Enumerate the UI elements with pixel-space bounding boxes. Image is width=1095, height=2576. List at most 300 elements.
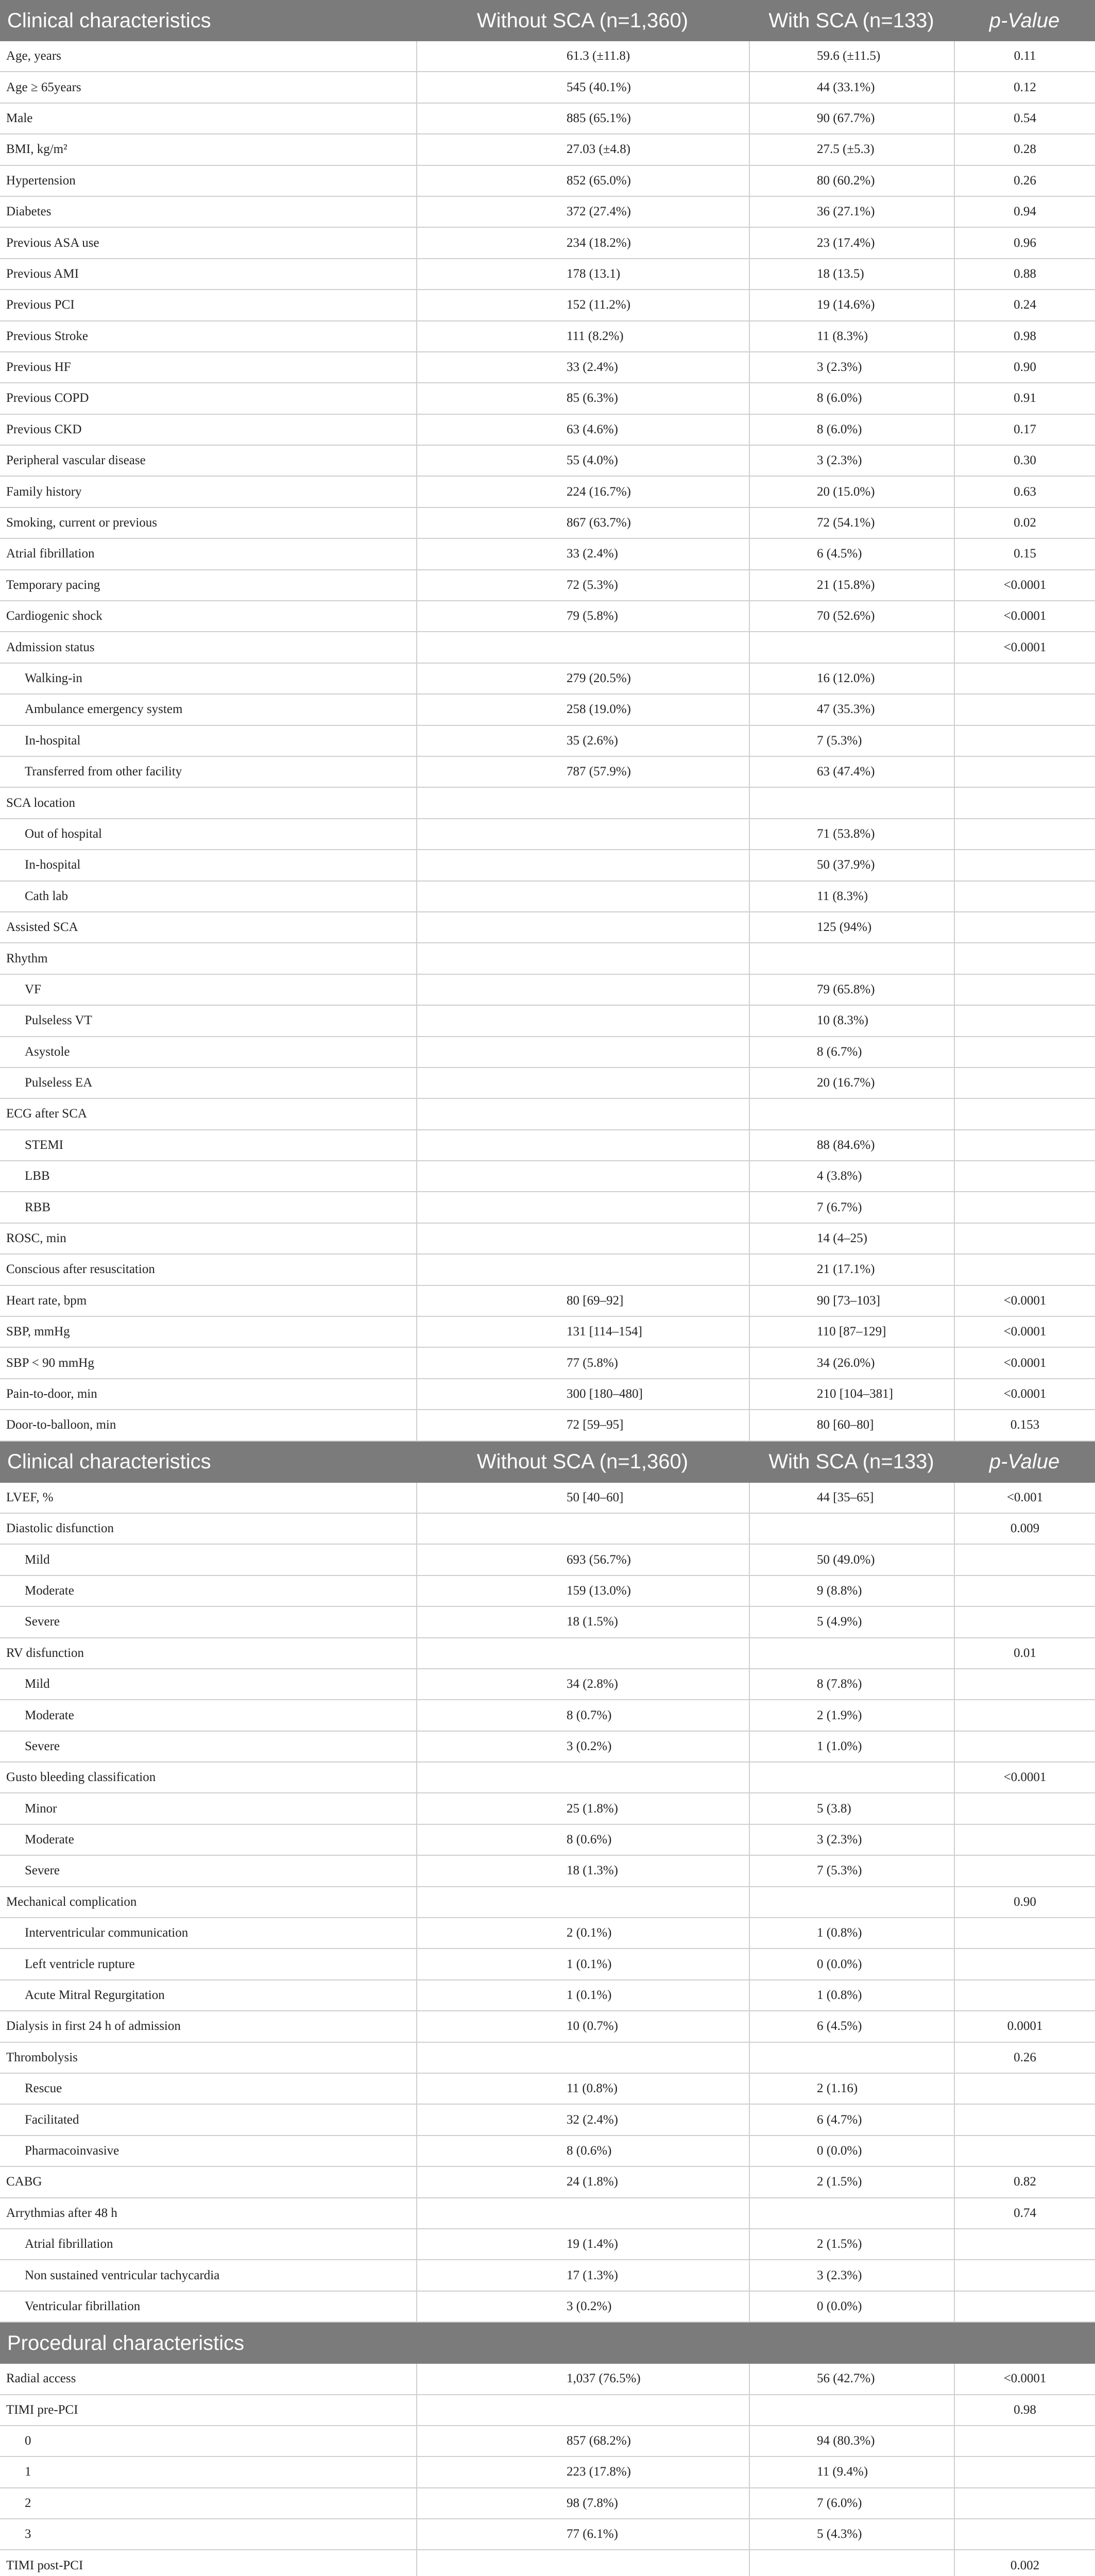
cell-p-value xyxy=(954,943,1095,973)
header-without-sca: Without SCA (n=1,360) xyxy=(476,1450,689,1473)
row-label: Ventricular fibrillation xyxy=(25,2299,141,2313)
cell-with-sca xyxy=(749,2198,954,2228)
cell-without-sca xyxy=(416,1762,749,1792)
cell-without-sca: 55 (4.0%) xyxy=(416,446,749,476)
section-1-rows xyxy=(0,41,1095,1442)
cell-with-sca: 20 (15.0%) xyxy=(749,477,954,506)
table-row xyxy=(0,850,1095,881)
table-row xyxy=(0,259,1095,290)
table-row xyxy=(0,1483,1095,1514)
header-p-value: p-Value xyxy=(989,9,1060,32)
row-label: Pulseless VT xyxy=(25,1013,92,1028)
row-label: In-hospital xyxy=(25,858,81,872)
cell-with-sca: 21 (17.1%) xyxy=(749,1255,954,1284)
row-label: 0 xyxy=(25,2434,31,2448)
cell-without-sca: 85 (6.3%) xyxy=(416,383,749,413)
table-row xyxy=(0,1224,1095,1255)
cell-p-value: 0.12 xyxy=(954,72,1095,102)
cell-p-value: 0.98 xyxy=(954,321,1095,351)
row-label: Mild xyxy=(25,1677,50,1691)
cell-without-sca xyxy=(416,632,749,662)
row-label: Gusto bleeding classification xyxy=(6,1770,156,1785)
row-label: Previous ASA use xyxy=(6,235,99,250)
cell-without-sca xyxy=(416,1037,749,1067)
cell-p-value xyxy=(954,2457,1095,2487)
cell-without-sca xyxy=(416,1514,749,1544)
cell-p-value xyxy=(954,694,1095,724)
cell-with-sca: 16 (12.0%) xyxy=(749,664,954,693)
table-row xyxy=(0,1317,1095,1348)
cell-without-sca: 131 [114–154] xyxy=(416,1317,749,1347)
cell-without-sca: 11 (0.8%) xyxy=(416,2074,749,2104)
cell-with-sca: 27.5 (±5.3) xyxy=(749,134,954,164)
cell-p-value xyxy=(954,788,1095,818)
cell-p-value: 0.002 xyxy=(954,2550,1095,2576)
cell-p-value: 0.0001 xyxy=(954,2011,1095,2041)
cell-with-sca: 3 (2.3%) xyxy=(749,446,954,476)
row-label: VF xyxy=(25,982,41,996)
row-label: Moderate xyxy=(25,1833,74,1847)
row-label: Assisted SCA xyxy=(6,920,78,935)
row-label: TIMI pre-PCI xyxy=(6,2402,78,2417)
cell-with-sca xyxy=(749,2043,954,2073)
cell-without-sca: 25 (1.8%) xyxy=(416,1793,749,1823)
cell-without-sca xyxy=(416,1638,749,1668)
cell-without-sca: 372 (27.4%) xyxy=(416,197,749,227)
table-row xyxy=(0,1918,1095,1949)
cell-p-value xyxy=(954,757,1095,787)
cell-p-value: 0.28 xyxy=(954,134,1095,164)
table-row xyxy=(0,197,1095,228)
row-label: STEMI xyxy=(25,1138,63,1152)
row-label: Asystole xyxy=(25,1044,70,1059)
row-label: Rescue xyxy=(25,2081,62,2096)
cell-with-sca: 50 (37.9%) xyxy=(749,850,954,880)
cell-p-value xyxy=(954,1856,1095,1886)
table-row xyxy=(0,1037,1095,1068)
header-clinical-characteristics: Clinical characteristics xyxy=(7,1450,211,1473)
row-label: ECG after SCA xyxy=(6,1107,87,1121)
cell-p-value: 0.02 xyxy=(954,508,1095,538)
row-label: Previous CKD xyxy=(6,422,82,436)
cell-without-sca xyxy=(416,943,749,973)
row-label: Moderate xyxy=(25,1708,74,1722)
cell-p-value xyxy=(954,1068,1095,1098)
table-row xyxy=(0,228,1095,259)
row-label: Ambulance emergency system xyxy=(25,702,183,717)
cell-without-sca: 111 (8.2%) xyxy=(416,321,749,351)
cell-without-sca: 77 (5.8%) xyxy=(416,1348,749,1378)
cell-with-sca: 59.6 (±11.5) xyxy=(749,41,954,71)
cell-p-value: 0.153 xyxy=(954,1410,1095,1440)
cell-p-value: 0.01 xyxy=(954,1638,1095,1668)
cell-p-value xyxy=(954,819,1095,849)
row-label: RBB xyxy=(25,1200,51,1214)
cell-with-sca: 18 (13.5) xyxy=(749,259,954,289)
cell-p-value: 0.90 xyxy=(954,352,1095,382)
row-label: Temporary pacing xyxy=(6,578,100,592)
row-label: Family history xyxy=(6,484,82,499)
header-with-sca: With SCA (n=133) xyxy=(768,9,934,32)
cell-with-sca: 8 (6.0%) xyxy=(749,383,954,413)
table-row xyxy=(0,2167,1095,2198)
cell-without-sca xyxy=(416,912,749,942)
row-label: BMI, kg/m² xyxy=(6,142,67,157)
row-label: Acute Mitral Regurgitation xyxy=(25,1988,165,2003)
cell-without-sca xyxy=(416,1255,749,1284)
cell-p-value: 0.94 xyxy=(954,197,1095,227)
table-row xyxy=(0,1638,1095,1669)
cell-with-sca: 34 (26.0%) xyxy=(749,1348,954,1378)
cell-without-sca: 72 (5.3%) xyxy=(416,570,749,600)
cell-p-value xyxy=(954,1949,1095,1979)
cell-with-sca: 7 (6.7%) xyxy=(749,1192,954,1222)
cell-with-sca: 125 (94%) xyxy=(749,912,954,942)
cell-with-sca xyxy=(749,1638,954,1668)
cell-with-sca: 1 (1.0%) xyxy=(749,1732,954,1761)
table-row xyxy=(0,943,1095,974)
cell-p-value xyxy=(954,1607,1095,1637)
cell-with-sca: 11 (8.3%) xyxy=(749,882,954,911)
cell-without-sca: 80 [69–92] xyxy=(416,1286,749,1316)
cell-without-sca: 34 (2.8%) xyxy=(416,1669,749,1699)
row-label: Diabetes xyxy=(6,205,52,219)
cell-with-sca: 11 (9.4%) xyxy=(749,2457,954,2487)
cell-p-value: 0.82 xyxy=(954,2167,1095,2197)
row-label: Hypertension xyxy=(6,173,76,188)
cell-without-sca xyxy=(416,1068,749,1098)
table-row xyxy=(0,41,1095,72)
cell-p-value: <0.0001 xyxy=(954,601,1095,631)
cell-with-sca: 0 (0.0%) xyxy=(749,1949,954,1979)
row-label: Previous PCI xyxy=(6,298,75,312)
cell-p-value xyxy=(954,1576,1095,1606)
table-row xyxy=(0,104,1095,134)
cell-with-sca: 90 [73–103] xyxy=(749,1286,954,1316)
cell-without-sca xyxy=(416,1224,749,1253)
table-row xyxy=(0,694,1095,725)
row-label: Minor xyxy=(25,1801,57,1816)
cell-without-sca xyxy=(416,1006,749,1036)
row-label: Pulseless EA xyxy=(25,1076,93,1090)
cell-p-value xyxy=(954,1825,1095,1855)
cell-without-sca: 1 (0.1%) xyxy=(416,1980,749,2010)
table-row xyxy=(0,477,1095,507)
cell-with-sca: 2 (1.5%) xyxy=(749,2167,954,2197)
cell-p-value xyxy=(954,2488,1095,2518)
cell-with-sca xyxy=(749,1762,954,1792)
cell-with-sca xyxy=(749,2550,954,2576)
cell-with-sca xyxy=(749,1514,954,1544)
row-label: 3 xyxy=(25,2527,31,2541)
cell-with-sca xyxy=(749,1099,954,1129)
cell-p-value: 0.88 xyxy=(954,259,1095,289)
cell-with-sca: 21 (15.8%) xyxy=(749,570,954,600)
cell-p-value: 0.96 xyxy=(954,228,1095,258)
cell-with-sca: 50 (49.0%) xyxy=(749,1545,954,1574)
table-row xyxy=(0,166,1095,197)
cell-without-sca: 885 (65.1%) xyxy=(416,104,749,133)
table-row xyxy=(0,1856,1095,1887)
table-row xyxy=(0,912,1095,943)
row-label: Interventricular communication xyxy=(25,1926,189,1940)
cell-p-value: 0.54 xyxy=(954,104,1095,133)
table-row xyxy=(0,383,1095,414)
table-row xyxy=(0,788,1095,819)
table-row xyxy=(0,2011,1095,2042)
table-row xyxy=(0,2292,1095,2323)
table-row xyxy=(0,2260,1095,2291)
cell-without-sca: 693 (56.7%) xyxy=(416,1545,749,1574)
table-row xyxy=(0,539,1095,570)
cell-with-sca: 80 [60–80] xyxy=(749,1410,954,1440)
cell-without-sca: 18 (1.5%) xyxy=(416,1607,749,1637)
row-label: Atrial fibrillation xyxy=(25,2237,113,2251)
cell-without-sca xyxy=(416,850,749,880)
table-row xyxy=(0,1607,1095,1638)
cell-p-value xyxy=(954,2105,1095,2134)
table-row xyxy=(0,1130,1095,1161)
cell-without-sca: 152 (11.2%) xyxy=(416,290,749,320)
cell-p-value xyxy=(954,1192,1095,1222)
cell-p-value xyxy=(954,1255,1095,1284)
cell-p-value xyxy=(954,2229,1095,2259)
table-row xyxy=(0,1825,1095,1856)
cell-with-sca: 19 (14.6%) xyxy=(749,290,954,320)
row-label: Previous AMI xyxy=(6,266,79,281)
table-row xyxy=(0,975,1095,1006)
table-row xyxy=(0,1793,1095,1824)
cell-with-sca: 5 (4.3%) xyxy=(749,2519,954,2549)
cell-p-value xyxy=(954,726,1095,756)
table-row xyxy=(0,1348,1095,1379)
row-label: Previous HF xyxy=(6,360,71,375)
table-row xyxy=(0,2426,1095,2457)
row-label: In-hospital xyxy=(25,733,81,748)
cell-p-value xyxy=(954,1700,1095,1730)
table-header-repeat xyxy=(0,1442,1095,1483)
cell-without-sca: 27.03 (±4.8) xyxy=(416,134,749,164)
cell-without-sca xyxy=(416,1130,749,1160)
cell-without-sca: 19 (1.4%) xyxy=(416,2229,749,2259)
cell-without-sca: 63 (4.6%) xyxy=(416,415,749,445)
cell-without-sca: 72 [59–95] xyxy=(416,1410,749,1440)
cell-p-value xyxy=(954,1130,1095,1160)
row-label: Pharmacoinvasive xyxy=(25,2143,119,2158)
section-header-procedural: Procedural characteristics xyxy=(0,2323,1095,2364)
cell-without-sca: 300 [180–480] xyxy=(416,1379,749,1409)
cell-with-sca xyxy=(749,943,954,973)
cell-with-sca: 7 (5.3%) xyxy=(749,726,954,756)
table-row xyxy=(0,1410,1095,1441)
table-row xyxy=(0,819,1095,850)
cell-without-sca: 8 (0.7%) xyxy=(416,1700,749,1730)
cell-p-value xyxy=(954,1918,1095,1948)
cell-p-value xyxy=(954,1732,1095,1761)
cell-without-sca: 857 (68.2%) xyxy=(416,2426,749,2456)
table-row xyxy=(0,2488,1095,2519)
cell-p-value xyxy=(954,664,1095,693)
table-row xyxy=(0,2105,1095,2136)
row-label: Out of hospital xyxy=(25,826,102,841)
cell-with-sca: 2 (1.16) xyxy=(749,2074,954,2104)
cell-with-sca: 5 (3.8) xyxy=(749,1793,954,1823)
cell-without-sca: 2 (0.1%) xyxy=(416,1918,749,1948)
row-label: Conscious after resuscitation xyxy=(6,1262,155,1277)
table-row xyxy=(0,1192,1095,1223)
cell-without-sca xyxy=(416,882,749,911)
cell-with-sca: 88 (84.6%) xyxy=(749,1130,954,1160)
table-row xyxy=(0,757,1095,788)
header-clinical-characteristics: Clinical characteristics xyxy=(7,9,211,32)
cell-p-value: <0.0001 xyxy=(954,570,1095,600)
cell-without-sca xyxy=(416,819,749,849)
row-label: Cardiogenic shock xyxy=(6,609,102,623)
cell-with-sca: 7 (6.0%) xyxy=(749,2488,954,2518)
cell-without-sca: 32 (2.4%) xyxy=(416,2105,749,2134)
table-row xyxy=(0,446,1095,477)
cell-without-sca: 50 [40–60] xyxy=(416,1483,749,1513)
table-row xyxy=(0,2364,1095,2395)
row-label: SBP, mmHg xyxy=(6,1325,70,1339)
cell-without-sca: 867 (63.7%) xyxy=(416,508,749,538)
table-row xyxy=(0,664,1095,694)
table-row xyxy=(0,508,1095,539)
cell-p-value: <0.0001 xyxy=(954,1317,1095,1347)
cell-with-sca: 70 (52.6%) xyxy=(749,601,954,631)
table-row xyxy=(0,1099,1095,1130)
row-label: CABG xyxy=(6,2175,42,2189)
cell-without-sca xyxy=(416,2043,749,2073)
table-row xyxy=(0,2550,1095,2576)
cell-without-sca: 178 (13.1) xyxy=(416,259,749,289)
cell-without-sca: 223 (17.8%) xyxy=(416,2457,749,2487)
cell-p-value xyxy=(954,1161,1095,1191)
table-row xyxy=(0,2198,1095,2229)
cell-with-sca: 110 [87–129] xyxy=(749,1317,954,1347)
cell-without-sca: 3 (0.2%) xyxy=(416,2292,749,2321)
cell-p-value: 0.26 xyxy=(954,166,1095,196)
cell-with-sca: 0 (0.0%) xyxy=(749,2136,954,2166)
table-row xyxy=(0,1949,1095,1980)
cell-without-sca: 33 (2.4%) xyxy=(416,352,749,382)
row-label: 1 xyxy=(25,2465,31,2479)
cell-p-value: <0.0001 xyxy=(954,2364,1095,2394)
cell-without-sca xyxy=(416,2395,749,2425)
cell-with-sca: 9 (8.8%) xyxy=(749,1576,954,1606)
cell-p-value xyxy=(954,2292,1095,2321)
cell-with-sca: 90 (67.7%) xyxy=(749,104,954,133)
cell-with-sca: 36 (27.1%) xyxy=(749,197,954,227)
row-label: Transferred from other facility xyxy=(25,765,182,779)
cell-without-sca xyxy=(416,1887,749,1917)
table-row xyxy=(0,570,1095,601)
cell-without-sca: 79 (5.8%) xyxy=(416,601,749,631)
table-row xyxy=(0,2074,1095,2105)
cell-without-sca xyxy=(416,2198,749,2228)
row-label: Non sustained ventricular tachycardia xyxy=(25,2268,220,2282)
cell-without-sca: 852 (65.0%) xyxy=(416,166,749,196)
row-label: SBP < 90 mmHg xyxy=(6,1355,94,1370)
row-label: LBB xyxy=(25,1169,50,1183)
row-label: SCA location xyxy=(6,795,76,810)
cell-without-sca: 77 (6.1%) xyxy=(416,2519,749,2549)
cell-p-value xyxy=(954,1006,1095,1036)
header-with-sca: With SCA (n=133) xyxy=(768,1450,934,1473)
cell-with-sca: 72 (54.1%) xyxy=(749,508,954,538)
row-label: Peripheral vascular disease xyxy=(6,453,146,468)
cell-without-sca: 1,037 (76.5%) xyxy=(416,2364,749,2394)
table-row xyxy=(0,2136,1095,2167)
cell-p-value: 0.63 xyxy=(954,477,1095,506)
cell-with-sca: 14 (4–25) xyxy=(749,1224,954,1253)
cell-with-sca: 63 (47.4%) xyxy=(749,757,954,787)
cell-p-value xyxy=(954,975,1095,1005)
cell-with-sca: 2 (1.5%) xyxy=(749,2229,954,2259)
cell-without-sca: 234 (18.2%) xyxy=(416,228,749,258)
table-row xyxy=(0,1732,1095,1762)
table-row xyxy=(0,726,1095,757)
row-label: Age, years xyxy=(6,49,61,63)
table-row xyxy=(0,2457,1095,2488)
cell-with-sca: 10 (8.3%) xyxy=(749,1006,954,1036)
cell-without-sca: 1 (0.1%) xyxy=(416,1949,749,1979)
cell-p-value: 0.74 xyxy=(954,2198,1095,2228)
row-label: Male xyxy=(6,111,33,125)
cell-with-sca xyxy=(749,788,954,818)
table-row xyxy=(0,1286,1095,1317)
row-label: 2 xyxy=(25,2496,31,2510)
cell-with-sca xyxy=(749,1887,954,1917)
cell-with-sca: 11 (8.3%) xyxy=(749,321,954,351)
table-row xyxy=(0,632,1095,663)
table-row xyxy=(0,882,1095,912)
cell-with-sca: 20 (16.7%) xyxy=(749,1068,954,1098)
cell-without-sca: 787 (57.9%) xyxy=(416,757,749,787)
row-label: Admission status xyxy=(6,640,95,654)
cell-with-sca: 71 (53.8%) xyxy=(749,819,954,849)
row-label: Left ventricle rupture xyxy=(25,1957,135,1971)
cell-with-sca: 1 (0.8%) xyxy=(749,1918,954,1948)
cell-p-value xyxy=(954,2260,1095,2290)
row-label: Cath lab xyxy=(25,889,69,903)
row-label: Mechanical complication xyxy=(6,1894,137,1909)
row-label: Rhythm xyxy=(6,951,48,965)
cell-p-value: <0.001 xyxy=(954,1483,1095,1513)
row-label: Radial access xyxy=(6,2371,76,2386)
row-label: Thrombolysis xyxy=(6,2050,78,2064)
cell-with-sca: 5 (4.9%) xyxy=(749,1607,954,1637)
table-row xyxy=(0,290,1095,321)
cell-p-value: <0.0001 xyxy=(954,1348,1095,1378)
row-label: Severe xyxy=(25,1739,60,1753)
cell-without-sca: 545 (40.1%) xyxy=(416,72,749,102)
cell-without-sca xyxy=(416,1192,749,1222)
cell-p-value xyxy=(954,1037,1095,1067)
header-without-sca: Without SCA (n=1,360) xyxy=(476,9,689,32)
table-row xyxy=(0,415,1095,446)
cell-p-value: 0.17 xyxy=(954,415,1095,445)
cell-with-sca: 1 (0.8%) xyxy=(749,1980,954,2010)
row-label: Pain-to-door, min xyxy=(6,1386,97,1401)
cell-without-sca: 61.3 (±11.8) xyxy=(416,41,749,71)
row-label: Arrythmias after 48 h xyxy=(6,2206,117,2220)
cell-with-sca: 3 (2.3%) xyxy=(749,2260,954,2290)
cell-without-sca: 35 (2.6%) xyxy=(416,726,749,756)
cell-p-value xyxy=(954,850,1095,880)
section-2-rows xyxy=(0,1483,1095,2323)
cell-with-sca: 8 (6.7%) xyxy=(749,1037,954,1067)
